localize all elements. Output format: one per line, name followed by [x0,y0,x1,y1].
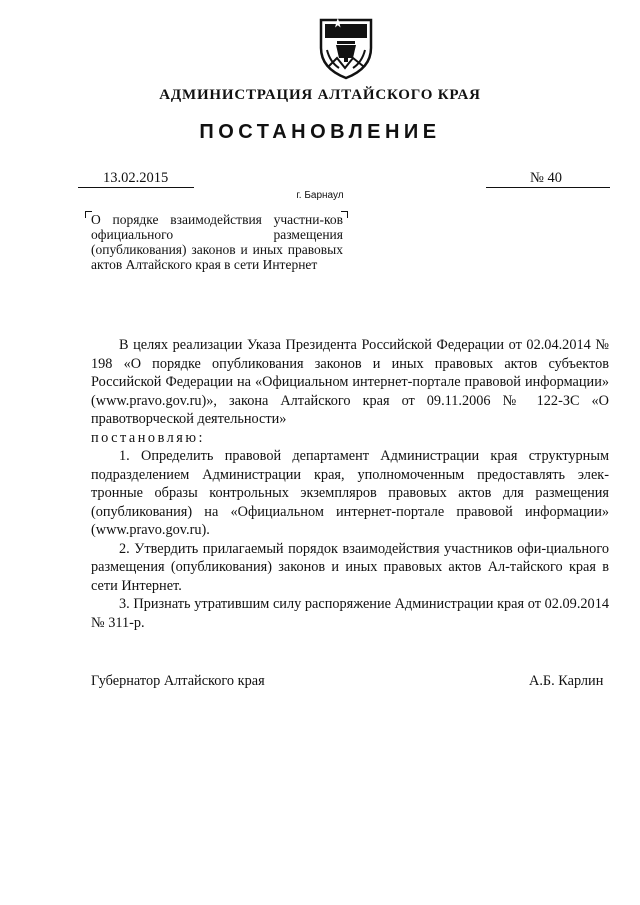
date-underline [78,187,194,188]
signer-name: А.Б. Карлин [529,673,604,689]
document-type-title: ПОСТАНОВЛЕНИЕ [199,121,441,143]
preamble-paragraph: В целях реализации Указа Президента Российской Федерации от 02.04.2014 № 198 «О порядке опубликования законов и иных правовых актов субъектов Российской Федерации на «Официальном интернет-портале правовой информации» (www.pravo.gov.ru)», закона Алтайского края от 09.11.2006 № 122-ЗС «О правотворческой деятельности» [91,337,609,427]
document-subject: О порядке взаимодействия участни-ков официального размещения (опубликования) законов и иных правовых актов Алтайского края в сети Интернет [91,212,343,272]
item-paragraph-1: 1. Определить правовой департамент Администрации края структурным подразделением Администрации края, уполномоченным предоставлять элек-тронные образы контрольных экземпляров правовых актов для размещения (опубликования) на «Официальном интернет-портале правовой информации» (www.pravo.gov.ru). [91,448,609,538]
city-label: г. Барнаул [296,190,344,201]
coat-of-arms-icon [315,14,377,80]
document-number: № 40 [530,170,562,186]
document-date: 13.02.2015 [103,170,169,186]
decree-word: постановляю: [91,429,205,446]
item-paragraph-3: 3. Признать утратившим силу распоряжение Администрации края от 02.09.2014 № 311-р. [91,596,609,631]
signer-position: Губернатор Алтайского края [91,673,265,689]
organization-title: АДМИНИСТРАЦИЯ АЛТАЙСКОГО КРАЯ [159,87,481,103]
number-underline [486,187,610,188]
item-paragraph-2: 2. Утвердить прилагаемый порядок взаимодействия участников офи-циального размещения (опубликования) законов и иных правовых актов Ал-тайского края в сети Интернет. [91,540,609,594]
document-body [91,336,609,632]
